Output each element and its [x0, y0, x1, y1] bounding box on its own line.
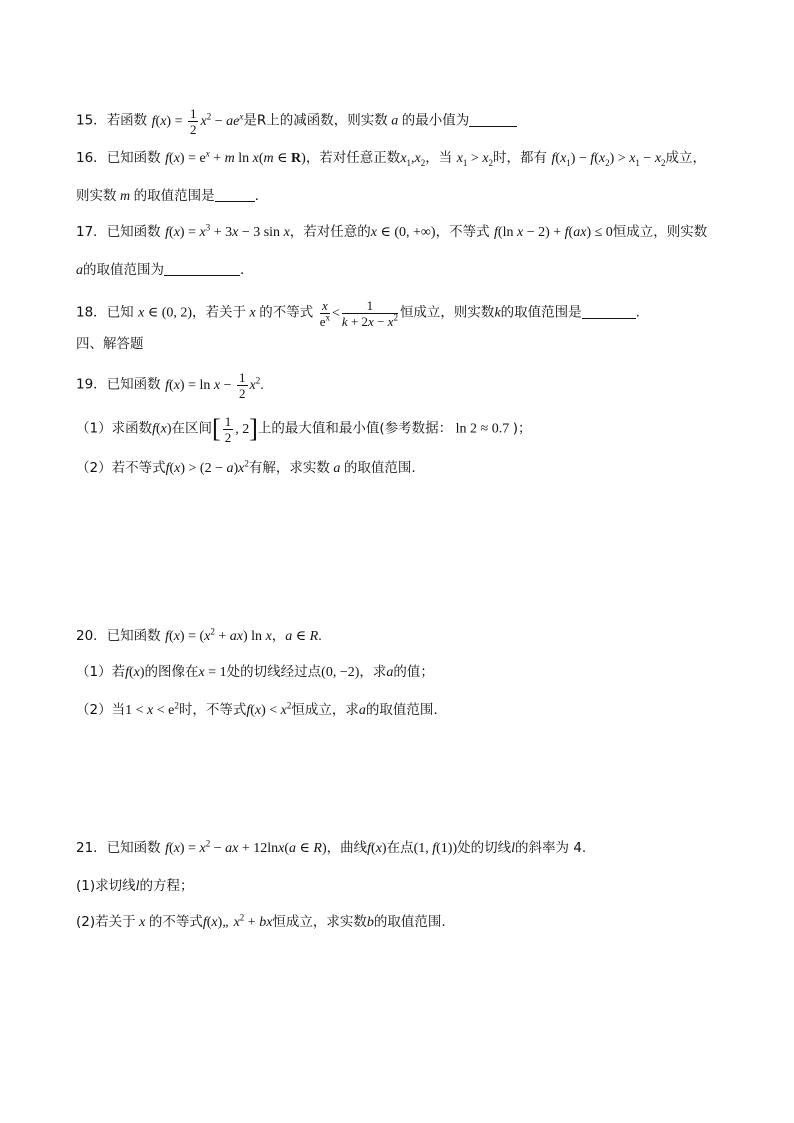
problem-number: 19．	[76, 376, 107, 393]
problem-19: 19．已知函数 f(x) = ln x − $\frac{1}{2}$ $x^2$.	[76, 370, 264, 401]
problem-18: 18．已知 x ∈ (0, 2)，若关于 x 的不等式 $\frac{x}{e^x}$ < $\frac{1}{k + 2x - x^2}$ 恒成立，则实数k的取值范围是 .	[76, 298, 640, 329]
math-expression: f(x) = $\frac{1}{2}$ $x^2 - ae^x$	[151, 106, 244, 137]
problem-19-part2: （2）若不等式$f(x) > (2 - a)x^2$有解，求实数 a 的取值范围.	[76, 458, 416, 476]
problem-21-part1: (1)求切线l的方程；	[76, 878, 194, 894]
problem-21: 21．已知函数 $f(x) = x^2$ − ax + 12lnx(a ∈ R)，曲线f(x)在点(1, f(1))处的切线l的斜率为 4.	[76, 838, 587, 856]
answer-blank[interactable]	[164, 261, 240, 276]
problem-number: 15．	[76, 112, 107, 129]
math-expression: $f(x) = (x^2 + ax)$ ln x	[165, 626, 272, 644]
problem-17: 17．已知函数 $f(x) = x^3 + 3x - 3$ sin x，若对任意的x ∈ (0, +∞)，不等式 f(ln x − 2) + f(ax) ≤ 0恒成立，则实数	[76, 222, 708, 240]
math-expression: $\frac{x}{e^x}$ < $\frac{1}{k + 2x - x^2}$	[319, 298, 398, 329]
problem-19-part1: （1）求函数f(x)在区间[ $\frac{1}{2}$ , 2]上的最大值和最小值(参考数据： ln 2 ≈ 0.7 )；	[76, 413, 532, 445]
problem-number: 17．	[76, 224, 107, 240]
problem-16: 16．已知函数 $f(x) = e^x + m$ ln x(m ∈ R)，若对任意正数$x_1,x_2$，当 $x_1 > x_2$时，都有 $f(x_1) - f(x_2) > x_1 - x_2$成立，	[76, 148, 707, 168]
problem-20: 20．已知函数 $f(x) = (x^2 + ax)$ ln x，a ∈ R.	[76, 626, 322, 644]
answer-blank[interactable]	[469, 112, 517, 127]
problem-number: 20．	[76, 628, 107, 644]
problem-17-cont: a的取值范围为 .	[76, 262, 245, 278]
math-expression: $f(x) = x^3 + 3x - 3$ sin x	[165, 222, 290, 240]
math-expression: f(x) = ln x − $\frac{1}{2}$ $x^2$.	[165, 370, 264, 401]
problem-16-cont: 则实数 m 的取值范围是 .	[76, 188, 259, 204]
problem-15: 15．若函数 f(x) = $\frac{1}{2}$ $x^2 - ae^x$是R上的减函数，则实数 a 的最小值为	[76, 106, 517, 137]
answer-blank[interactable]	[582, 304, 636, 319]
problem-number: 18．	[76, 304, 107, 321]
problem-20-part1: （1）若f(x)的图像在x = 1处的切线经过点(0, −2)，求a的值；	[76, 664, 434, 680]
problem-number: 21．	[76, 840, 107, 856]
problem-21-part2: (2)若关于 x 的不等式f(x)„ $x^2$ + bx恒成立，求实数b的取值范围.	[76, 912, 446, 930]
section-heading: 四、解答题	[76, 336, 144, 352]
math-expression: $f(x) = e^x + m$ ln x(m ∈ R)	[165, 148, 306, 166]
answer-blank[interactable]	[215, 187, 255, 202]
math-expression: $f(x) = x^2$ − ax + 12lnx(a ∈ R)	[165, 838, 327, 856]
problem-20-part2: （2）当$1 < x < e^2$时，不等式$f(x) < x^2$恒成立，求a的取值范围.	[76, 700, 438, 718]
problem-number: 16．	[76, 150, 107, 166]
